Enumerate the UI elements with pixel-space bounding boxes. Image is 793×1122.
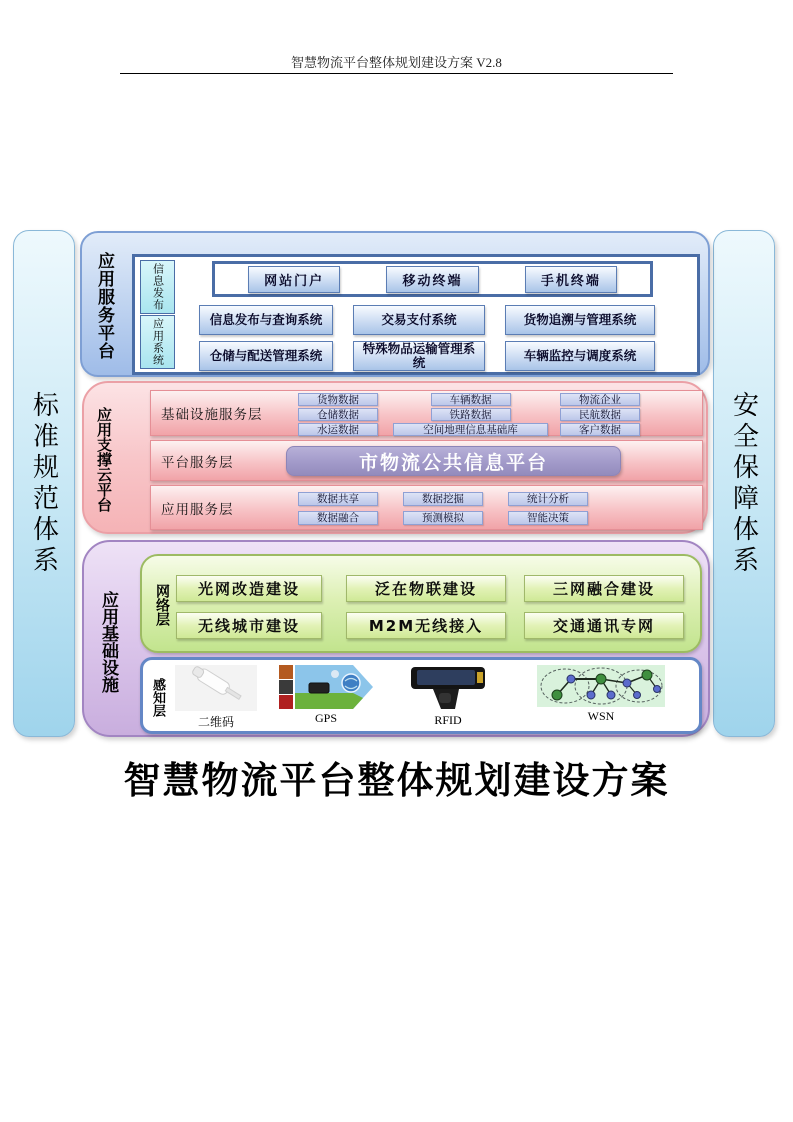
cloud-platform-label — [94, 393, 115, 526]
chip-vehicle-monitor-dispatch-system: 车辆监控与调度系统 — [505, 341, 655, 371]
chip-logistics-enterprise: 物流企业 — [560, 393, 640, 406]
sense-item-wsn — [537, 665, 665, 724]
gps-collage-image — [279, 665, 373, 709]
chip-traffic-communication-network: 交通通讯专网 — [524, 612, 684, 639]
data-chip-column-3 — [558, 393, 642, 436]
strip-cell-info-publish — [140, 260, 175, 314]
application-systems-grid — [199, 305, 655, 371]
category-strip — [140, 260, 175, 369]
sense-caption-rfid: RFID — [434, 713, 462, 727]
strip-info-publish-label: 信息发布 — [151, 263, 165, 311]
chip-vehicle-data: 车辆数据 — [431, 393, 511, 406]
cloud-platform-label-text: 应用支撑云平台 — [95, 407, 113, 512]
portal-terminals-box — [212, 261, 653, 297]
sense-caption-wsn: WSN — [587, 709, 615, 723]
sensing-layer-label — [148, 666, 167, 728]
application-service-platform-label — [92, 249, 117, 363]
chip-railway-data: 铁路数据 — [431, 408, 511, 421]
rfid-reader-image — [403, 665, 493, 711]
chip-warehouse-delivery-system: 仓储与配送管理系统 — [199, 341, 333, 371]
chip-geo-info-base: 空间地理信息基础库 — [393, 423, 548, 436]
chip-warehouse-data: 仓储数据 — [298, 408, 378, 421]
chip-cargo-trace-system: 货物追溯与管理系统 — [505, 305, 655, 335]
infrastructure-service-layer-label: 基础设施服务层 — [161, 407, 263, 423]
document-header-title: 智慧物流平台整体规划建设方案 V2.8 — [291, 55, 502, 70]
chip-triple-network-convergence: 三网融合建设 — [524, 575, 684, 602]
pillar-standards-system — [13, 230, 75, 737]
chip-data-fusion: 数据融合 — [298, 511, 378, 525]
sensing-layer-box — [140, 657, 702, 734]
pillar-left-label: 标准规范体系 — [28, 390, 59, 577]
chip-data-mining: 数据挖掘 — [403, 492, 483, 506]
chip-phone-terminal: 手机终端 — [525, 266, 617, 293]
infrastructure-service-layer-bar — [150, 390, 703, 436]
city-logistics-public-info-platform: 市物流公共信息平台 — [286, 446, 621, 476]
chip-prediction-simulation: 预测模拟 — [403, 511, 483, 525]
sense-item-rfid — [403, 665, 493, 728]
application-infrastructure-box — [82, 540, 710, 737]
application-service-platform-label-text: 应用服务平台 — [94, 252, 114, 360]
sense-caption-gps: GPS — [314, 711, 337, 725]
application-layer-chips — [298, 492, 588, 525]
sense-item-gps — [279, 665, 373, 726]
application-service-platform-box — [80, 231, 710, 377]
chip-aviation-data: 民航数据 — [560, 408, 640, 421]
chip-info-publish-query-system: 信息发布与查询系统 — [199, 305, 333, 335]
sense-item-barcode — [175, 665, 257, 730]
chip-intelligent-decision: 智能决策 — [508, 511, 588, 525]
chip-ubiquitous-iot-construction: 泛在物联建设 — [346, 575, 506, 602]
chip-statistical-analysis: 统计分析 — [508, 492, 588, 506]
header-rule — [120, 73, 673, 74]
application-service-inner-panel — [132, 254, 700, 375]
network-layer-label — [152, 566, 172, 644]
chip-mobile-terminal: 移动终端 — [386, 266, 478, 293]
chip-trade-payment-system: 交易支付系统 — [353, 305, 485, 335]
chip-optical-network-upgrade: 光网改造建设 — [176, 575, 322, 602]
chip-m2m-wireless-access: M2M无线接入 — [346, 612, 506, 639]
application-support-cloud-platform-box — [82, 381, 708, 534]
chip-special-goods-transport-system: 特殊物品运输管理系统 — [353, 341, 485, 371]
barcode-scanner-image — [175, 665, 257, 711]
wsn-diagram-image — [537, 665, 665, 707]
pillar-security-system — [713, 230, 775, 737]
chip-customer-data: 客户数据 — [560, 423, 640, 436]
strip-cell-app-system — [140, 315, 175, 369]
sensing-layer-label-text: 感知层 — [150, 677, 165, 717]
diagram-caption: 智慧物流平台整体规划建设方案 — [123, 759, 670, 802]
chip-cargo-data: 货物数据 — [298, 393, 378, 406]
application-infrastructure-label-text: 应用基础设施 — [98, 591, 118, 693]
application-service-layer-bar — [150, 485, 703, 530]
sense-caption-barcode: 二维码 — [197, 715, 234, 729]
application-infrastructure-label — [96, 562, 121, 722]
application-service-layer-label: 应用服务层 — [161, 501, 234, 518]
chip-web-portal: 网站门户 — [248, 266, 340, 293]
platform-service-layer-label: 平台服务层 — [161, 454, 234, 471]
chip-data-sharing: 数据共享 — [298, 492, 378, 506]
chip-waterway-data: 水运数据 — [298, 423, 378, 436]
chip-wireless-city-construction: 无线城市建设 — [176, 612, 322, 639]
network-layer-label-text: 网络层 — [154, 584, 170, 626]
strip-app-system-label: 应用系统 — [151, 318, 165, 366]
pillar-right-label: 安全保障体系 — [728, 390, 759, 577]
network-layer-box — [140, 554, 702, 653]
data-chip-column-1 — [298, 393, 378, 436]
data-chip-column-2 — [393, 393, 548, 436]
platform-service-layer-bar — [150, 440, 703, 481]
